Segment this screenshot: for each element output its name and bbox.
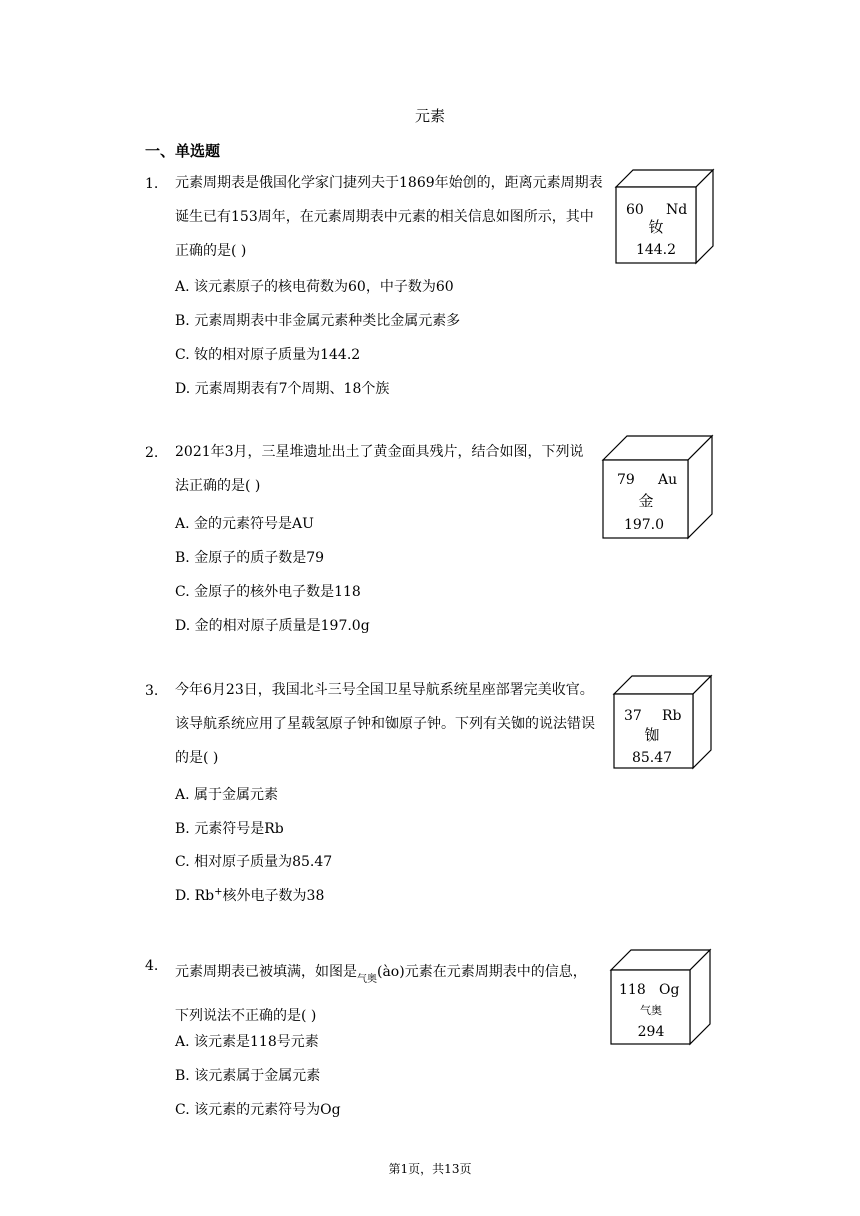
question-2-text: 2021年3月，三星堆遗址出土了黄金面具残片，结合如图，下列说法正确的是( ): [175, 444, 584, 494]
element-number: 37: [624, 708, 642, 724]
element-symbol: Rb: [662, 708, 682, 724]
page-footer: 第1页，共13页: [388, 1162, 472, 1176]
question-3-option-d: [175, 885, 324, 905]
question-2-option-c: C. 金原子的核外电子数是118: [175, 584, 361, 600]
element-card-au: [603, 436, 713, 540]
question-3-option-a: A. 属于金属元素: [175, 787, 279, 803]
element-mass: 294: [637, 1024, 665, 1040]
element-symbol: Og: [659, 982, 680, 998]
element-name: 金: [638, 492, 654, 510]
element-card-og: [611, 950, 711, 1046]
question-4-text-b: (ào)元素在元素周期表中的信息，下列说法不正确的是( ): [175, 964, 587, 1024]
element-mass: 85.47: [631, 750, 673, 766]
section-heading: 一、单选题: [145, 142, 221, 160]
question-4-option-c: C. 该元素的元素符号为Og: [175, 1102, 341, 1118]
question-3-number: 3.: [145, 683, 159, 699]
question-3-text: 今年6月23日，我国北斗三号全国卫星导航系统星座部署完美收官。该导航系统应用了星载氢原子钟和铷原子钟。下列有关铷的说法错误的是( ): [175, 682, 595, 766]
og-stacked-character: 气奥: [357, 974, 377, 985]
question-1-option-c: C. 钕的相对原子质量为144.2: [175, 347, 361, 363]
element-symbol: Au: [658, 472, 678, 488]
document-title: 元素: [414, 107, 445, 125]
element-name: 气奥: [640, 1004, 662, 1017]
question-4-option-b: B. 该元素属于金属元素: [175, 1068, 321, 1084]
question-1-number: 1.: [145, 176, 159, 192]
question-1-option-d: D. 元素周期表有7个周期、18个族: [175, 381, 390, 397]
element-name: 钕: [648, 218, 664, 236]
element-number: 79: [617, 472, 635, 488]
question-4-text-a: 元素周期表已被填满，如图是: [175, 964, 357, 980]
ion-charge-superscript: +: [214, 886, 223, 898]
question-4-option-a: A. 该元素是118号元素: [175, 1034, 319, 1050]
question-2-option-b: B. 金原子的质子数是79: [175, 550, 325, 566]
element-number: 60: [626, 202, 644, 218]
option-d-suffix: 核外电子数为38: [222, 888, 325, 904]
element-symbol: Nd: [666, 202, 688, 218]
question-4-number: 4.: [145, 958, 159, 974]
question-4-text: [175, 950, 595, 1038]
question-2-option-d: D. 金的相对原子质量是197.0g: [175, 618, 370, 634]
element-mass: 197.0: [623, 517, 665, 533]
question-1-text: 元素周期表是俄国化学家门捷列夫于1869年始创的，距离元素周期表诞生已有153周年，在元素周期表中元素的相关信息如图所示，其中正确的是( ): [175, 175, 603, 259]
question-3-option-c: C. 相对原子质量为85.47: [175, 854, 333, 870]
element-name: 铷: [644, 726, 660, 744]
element-mass: 144.2: [635, 242, 677, 258]
element-number: 118: [619, 982, 646, 998]
question-1-option-a: A. 该元素原子的核电荷数为60，中子数为60: [175, 279, 454, 295]
question-1-option-b: B. 元素周期表中非金属元素种类比金属元素多: [175, 313, 461, 329]
element-card-nd: [616, 170, 714, 266]
element-card-rb: [614, 676, 712, 770]
option-d-prefix: D. Rb: [175, 888, 215, 904]
question-2-option-a: A. 金的元素符号是AU: [175, 516, 314, 532]
question-3-option-b: B. 元素符号是Rb: [175, 821, 284, 837]
question-2-number: 2.: [145, 445, 159, 461]
